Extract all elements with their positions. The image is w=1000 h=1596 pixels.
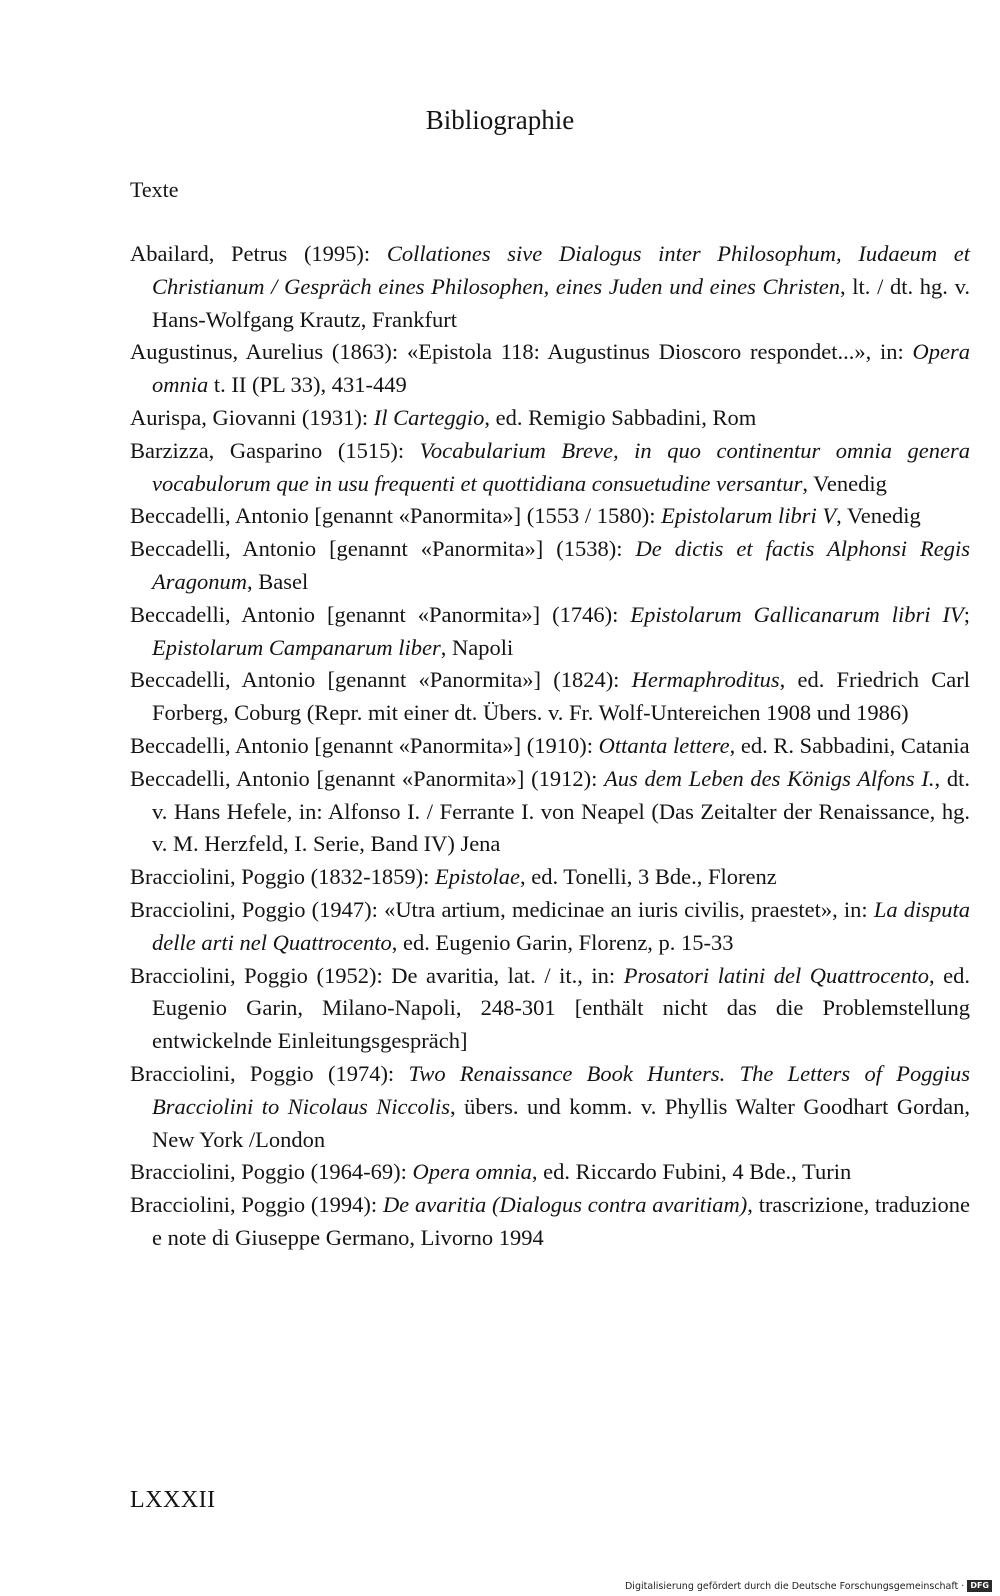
bibliography-entry: Bracciolini, Poggio (1994): De avaritia (Dialogus contra avaritiam), trascrizione, traduzione e note di Giuseppe Germano, Livorno 1994: [130, 1192, 970, 1250]
bibliography-list: [130, 238, 970, 1255]
bibliography-entry: Bracciolini, Poggio (1952): De avaritia, lat. / it., in: Prosatori latini del Quattrocento, ed. Eugenio Garin, Milano-Napoli, 248-301 [enthält nicht das die Problemstellung entwickelnde Einleitungsgespräch]: [130, 962, 970, 1054]
bibliography-entry: Beccadelli, Antonio [genannt «Panormita»] (1746): Epistolarum Gallicanarum libri IV; Epistolarum Campanarum liber, Napoli: [130, 601, 971, 660]
bibliography-entry: Aurispa, Giovanni (1931): Il Carteggio, ed. Remigio Sabbadini, Rom: [130, 404, 757, 430]
dfg-logo: DFG: [967, 1580, 992, 1592]
page-number: LXXXII: [130, 1487, 216, 1513]
page-title: Bibliographie: [425, 105, 575, 135]
bibliography-entry: Bracciolini, Poggio (1974): Two Renaissance Book Hunters. The Letters of Poggius Bracciolini to Nicolaus Niccolis, übers. und komm. v. Phyllis Walter Goodhart Gordan, New York /London: [130, 1060, 970, 1152]
bibliography-entry: Barzizza, Gasparino (1515): Vocabularium Breve, in quo continentur omnia genera vocabulorum que in usu frequenti et quottidiana consuetudine versantur, Venedig: [130, 437, 970, 496]
bibliography-entry: Beccadelli, Antonio [genannt «Panormita»] (1553 / 1580): Epistolarum libri V, Venedig: [130, 503, 921, 529]
footer-text: Digitalisierung gefördert durch die Deutsche Forschungsgemeinschaft ·: [624, 1580, 965, 1592]
bibliography-entry: Bracciolini, Poggio (1947): «Utra artium, medicinae an iuris civilis, praestet», in: La disputa delle arti nel Quattrocento, ed. Eugenio Garin, Florenz, p. 15-33: [130, 896, 970, 955]
bibliography-entry: Beccadelli, Antonio [genannt «Panormita»] (1912): Aus dem Leben des Königs Alfons I., dt. v. Hans Hefele, in: Alfonso I. / Ferrante I. von Neapel (Das Zeitalter der Renaissance, hg. v. M. Herzfeld, I. Serie, Band IV) Jena: [130, 765, 970, 857]
bibliography-entry: Abailard, Petrus (1995): Collationes sive Dialogus inter Philosophum, Iudaeum et Christianum / Gespräch eines Philosophen, eines Juden und eines Christen, lt. / dt. hg. v. Hans-Wolfgang Krautz, Frankfurt: [130, 241, 970, 332]
bibliography-entry: Bracciolini, Poggio (1832-1859): Epistolae, ed. Tonelli, 3 Bde., Florenz: [130, 864, 777, 890]
digitization-footer: [625, 1580, 992, 1592]
bibliography-entry: Beccadelli, Antonio [genannt «Panormita»] (1910): Ottanta lettere, ed. R. Sabbadini, Catania: [130, 732, 970, 758]
bibliography-entry: Bracciolini, Poggio (1964-69): Opera omnia, ed. Riccardo Fubini, 4 Bde., Turin: [130, 1159, 852, 1185]
section-heading: Texte: [130, 177, 179, 202]
bibliography-entry: Beccadelli, Antonio [genannt «Panormita»] (1824): Hermaphroditus, ed. Friedrich Carl Forberg, Coburg (Repr. mit einer dt. Übers. v. Fr. Wolf-Untereichen 1908 und 1986): [130, 667, 970, 726]
bibliography-entry: Beccadelli, Antonio [genannt «Panormita»] (1538): De dictis et factis Alphonsi Regis Aragonum, Basel: [130, 536, 970, 594]
bibliography-entry: Augustinus, Aurelius (1863): «Epistola 118: Augustinus Dioscoro respondet...», in: Opera omnia t. II (PL 33), 431-449: [130, 339, 970, 398]
